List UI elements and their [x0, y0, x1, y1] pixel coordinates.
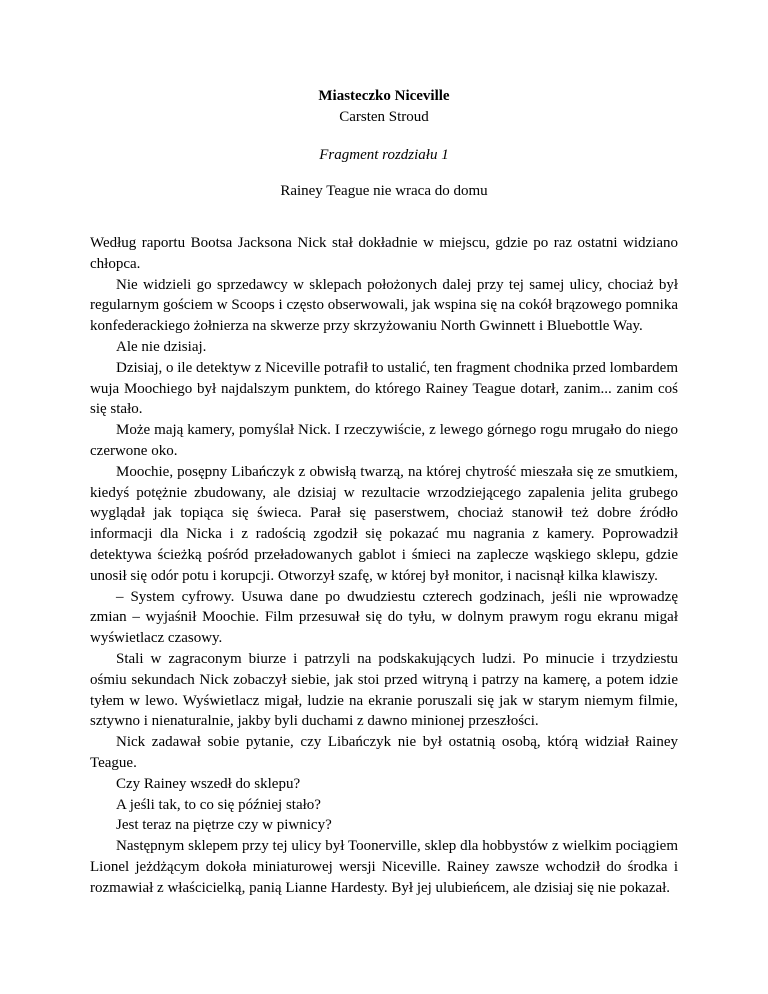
paragraph: Moochie, posępny Libańczyk z obwisłą twarzą, na której chytrość mieszała się ze smutkiem, kiedyś potężnie zbudowany, ale dzisiaj w rezultacie wrzodziejącego zapalenia jelita grubego wyglądał jak topiąca się świeca. Parał się paserstwem, chociaż stanowił też dobre źródło informacji dla Nicka i z radością zgodził się pokazać mu nagrania z kamery. Poprowadził detektywa ścieżką pośród przeładowanych gablot i śmieci na zaplecze wąskiego sklepu, gdzie unosił się odór potu i korupcji. Otworzył szafę, w której był monitor, i nacisnął kilka klawiszy. — [90, 463, 678, 584]
paragraph: Jest teraz na piętrze czy w piwnicy? — [116, 817, 332, 834]
chapter-title: Rainey Teague nie wraca do domu — [280, 183, 488, 199]
paragraph: Dzisiaj, o ile detektyw z Niceville potrafił to ustalić, ten fragment chodnika przed lombardem wuja Moochiego był najdalszym punktem, do którego Rainey Teague dotarł, zanim... zanim coś się stało. — [90, 359, 678, 418]
paragraph: Według raportu Bootsa Jacksona Nick stał dokładnie w miejscu, gdzie po raz ostatni widziano chłopca. — [90, 235, 678, 272]
paragraph: Czy Rainey wszedł do sklepu? — [116, 775, 301, 792]
paragraph: Nie widzieli go sprzedawcy w sklepach położonych dalej przy tej samej ulicy, chociaż był regularnym gościem w Scoops i często obserwowali, jak wspina się na cokół brązowego pomnika konfederackiego żołnierza na skwerze przy skrzyżowaniu North Gwinnett i Bluebottle Way. — [90, 276, 678, 335]
paragraph: Następnym sklepem przy tej ulicy był Toonerville, sklep dla hobbystów z wielkim pociągiem Lionel jeżdżącym dokoła miniaturowej wersji Niceville. Rainey zawsze wchodził do środka i rozmawiał z właścicielką, panią Lianne Hardesty. Był jej ulubieńcem, ale dzisiaj się nie pokazał. — [90, 838, 678, 896]
fragment-label: Fragment rozdziału 1 — [319, 147, 449, 163]
paragraph: Może mają kamery, pomyślał Nick. I rzeczywiście, z lewego górnego rogu mrugało do niego czerwone oko. — [90, 422, 678, 459]
paragraph: A jeśli tak, to co się później stało? — [116, 796, 321, 813]
paragraph: Ale nie dzisiaj. — [116, 338, 207, 355]
paragraph: Nick zadawał sobie pytanie, czy Libańczyk nie był ostatnią osobą, którą widział Rainey Teague. — [90, 734, 678, 771]
paragraph: Stali w zagraconym biurze i patrzyli na podskakujących ludzi. Po minucie i trzydziestu ośmiu sekundach Nick zobaczył siebie, jak stoi przed witryną i patrzy na kamerę, a potem idzie tyłem w lewo. Wyświetlacz migał, ludzie na ekranie poruszali się jak w starym niemym filmie, sztywno i nienaturalnie, jakby byli duchami z dawno minionej przeszłości. — [90, 650, 678, 730]
book-title: Miasteczko Niceville — [318, 88, 450, 104]
body-text — [90, 233, 678, 899]
author-name: Carsten Stroud — [339, 109, 429, 125]
paragraph: – System cyfrowy. Usuwa dane po dwudziestu czterech godzinach, jeśli nie wprowadzę zmian – wyjaśnił Moochie. Film przesuwał się do tyłu, w dolnym prawym rogu ekranu migał wyświetlacz czasowy. — [90, 588, 678, 647]
